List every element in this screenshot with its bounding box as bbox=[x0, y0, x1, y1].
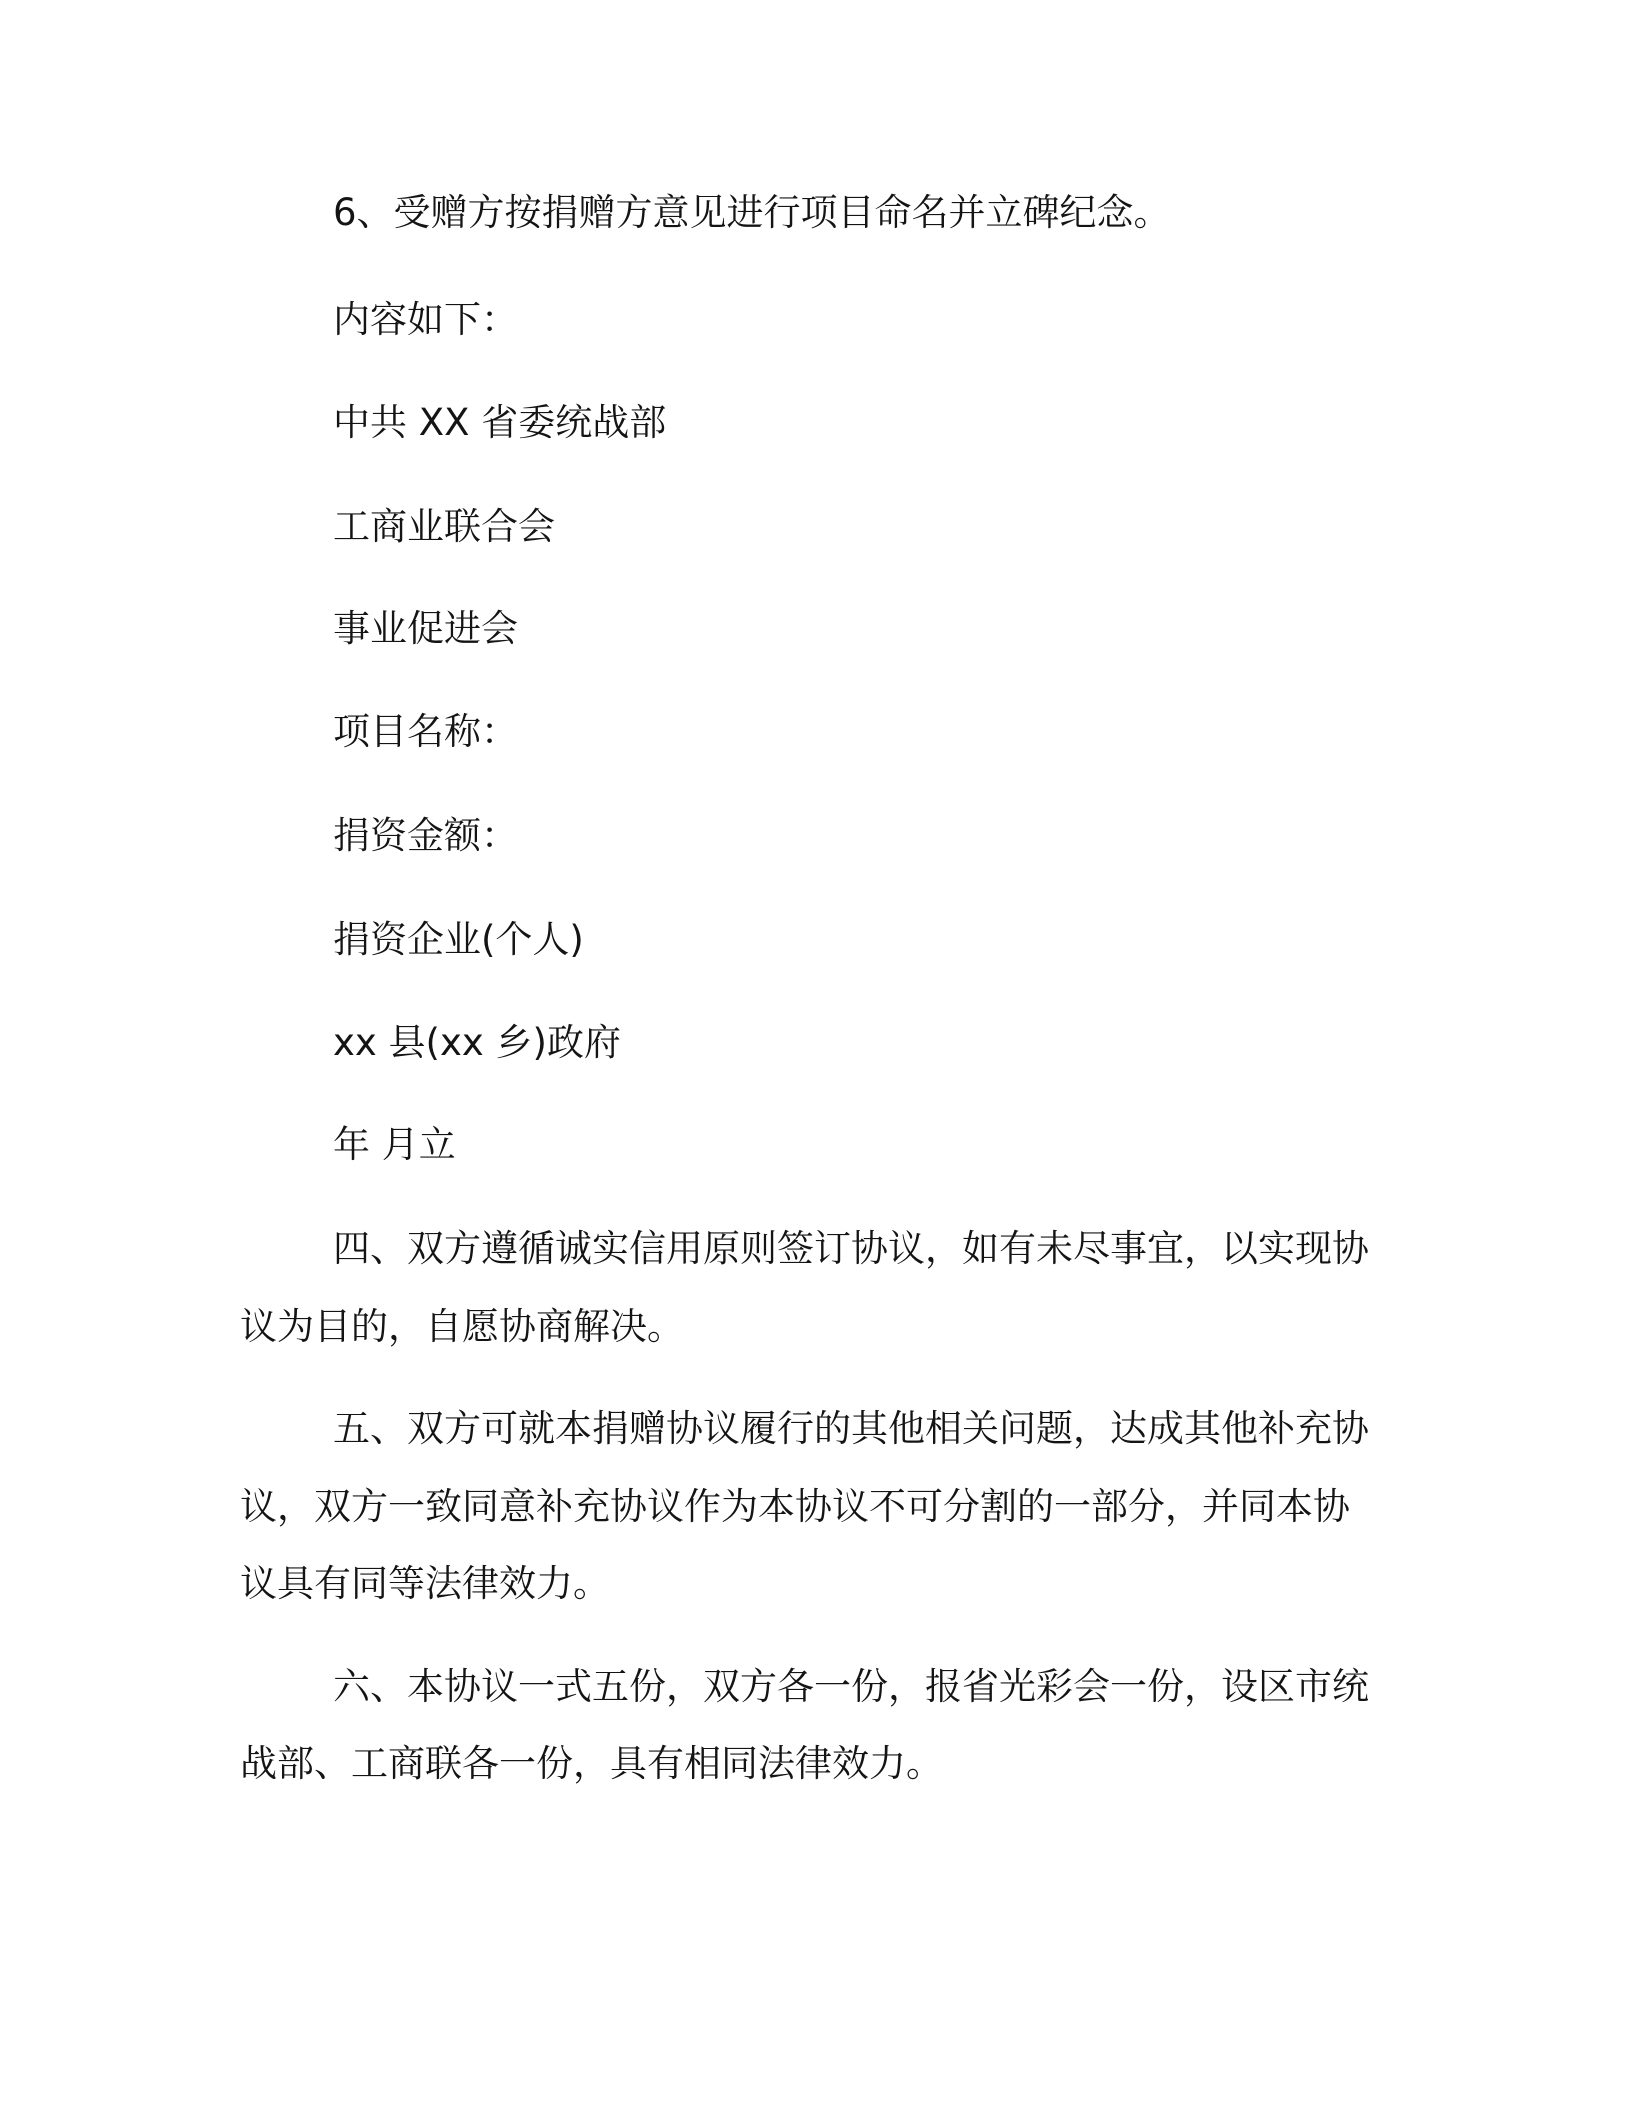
inscription-government: xx 县(xx 乡)政府 bbox=[333, 1021, 621, 1064]
clause-line: 四、双方遵循诚实信用原则签订协议，如有未尽事宜，以实现协 bbox=[333, 1227, 1369, 1270]
clause-line: 议，双方一致同意补充协议作为本协议不可分割的一部分，并同本协 bbox=[240, 1485, 1350, 1528]
inscription-line: 工商业联合会 bbox=[333, 505, 555, 548]
clause-line: 议为目的，自愿协商解决。 bbox=[240, 1305, 684, 1348]
clause-line: 五、双方可就本捐赠协议履行的其他相关问题，达成其他补充协 bbox=[333, 1407, 1369, 1450]
inscription-project-name-label: 项目名称： bbox=[333, 710, 518, 753]
item-6-text: 6、受赠方按捐赠方意见进行项目命名并立碑纪念。 bbox=[333, 191, 1171, 234]
inscription-line: 中共 XX 省委统战部 bbox=[333, 401, 667, 444]
inscription-line: 事业促进会 bbox=[333, 607, 518, 650]
clause-line: 六、本协议一式五份，双方各一份，报省光彩会一份，设区市统 bbox=[333, 1665, 1369, 1708]
inscription-date: 年 月立 bbox=[333, 1123, 456, 1166]
clause-line: 战部、工商联各一份，具有相同法律效力。 bbox=[240, 1742, 943, 1785]
inscription-intro: 内容如下： bbox=[333, 298, 518, 341]
inscription-amount-label: 捐资金额： bbox=[333, 814, 518, 857]
clause-line: 议具有同等法律效力。 bbox=[240, 1562, 610, 1605]
inscription-donor-label: 捐资企业(个人) bbox=[333, 918, 584, 961]
